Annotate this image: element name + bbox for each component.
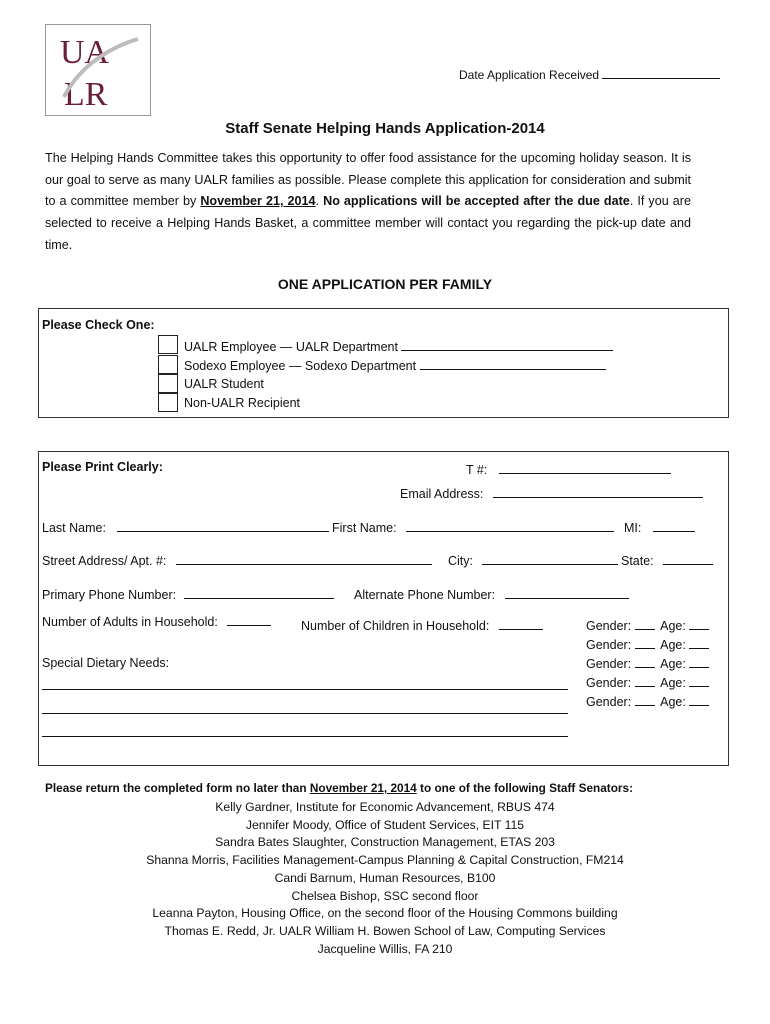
gender-field[interactable]: [635, 617, 655, 630]
mi-row: MI:: [624, 519, 695, 535]
date-received-field[interactable]: [602, 66, 720, 79]
t-number-row: T #:: [466, 461, 671, 477]
age-field[interactable]: [689, 636, 709, 649]
sodexo-employee-option: Sodexo Employee — Sodexo Department: [184, 357, 606, 373]
age-field[interactable]: [689, 655, 709, 668]
email-row: Email Address:: [400, 485, 703, 501]
child-5-gender-age: Gender: Age:: [586, 693, 709, 709]
senator-item: Sandra Bates Slaughter, Construction Management, ETAS 203: [215, 835, 555, 850]
senator-list: [0, 799, 770, 958]
svg-text:UA: UA: [60, 34, 110, 71]
non-ualr-recipient-option: Non-UALR Recipient: [184, 396, 301, 410]
print-clearly-label: Please Print Clearly:: [42, 460, 163, 474]
ualr-student-option: UALR Student: [184, 377, 264, 391]
email-field[interactable]: [493, 485, 703, 498]
children-count-field[interactable]: [499, 617, 543, 630]
ualr-logo-mark: [46, 25, 150, 115]
last-name-row: Last Name:: [42, 519, 329, 535]
street-address-field[interactable]: [176, 552, 432, 565]
children-row: Number of Children in Household:: [301, 617, 543, 633]
city-field[interactable]: [482, 552, 618, 565]
senator-item: Candi Barnum, Human Resources, B100: [274, 870, 496, 885]
age-field[interactable]: [689, 693, 709, 706]
child-4-gender-age: Gender: Age:: [586, 674, 709, 690]
city-row: City:: [448, 552, 618, 568]
dietary-line-1[interactable]: [42, 689, 568, 690]
ualr-employee-option: UALR Employee — UALR Department: [184, 338, 613, 354]
adults-row: Number of Adults in Household:: [42, 613, 271, 629]
last-name-field[interactable]: [117, 519, 329, 532]
gender-field[interactable]: [635, 636, 655, 649]
due-date: November 21, 2014: [200, 194, 316, 209]
age-field[interactable]: [689, 674, 709, 687]
senator-item: Jacqueline Willis, FA 210: [317, 941, 453, 956]
intro-paragraph: The Helping Hands Committee takes this opportunity to offer food assistance for the upcoming holiday season. It is our goal to serve as many UALR families as possible. Please complete this application for consideration and submit to a committee member by November 21, 2014. No applications will be accepted after the due date. If you are selected to receive a Helping Hands Basket, a committee member will contact you regarding the pick-up date and time.: [45, 151, 691, 252]
senator-item: Shanna Morris, Facilities Management-Campus Planning & Capital Construction, FM214: [146, 853, 624, 868]
svg-text:LR: LR: [64, 76, 108, 113]
child-1-gender-age: Gender: Age:: [586, 617, 709, 633]
t-number-field[interactable]: [499, 461, 671, 474]
dietary-label: Special Dietary Needs:: [42, 656, 170, 670]
senator-item: Chelsea Bishop, SSC second floor: [291, 888, 479, 903]
no-applications-notice: No applications will be accepted after the due date: [319, 194, 630, 209]
gender-field[interactable]: [635, 693, 655, 706]
one-application-heading: ONE APPLICATION PER FAMILY: [277, 276, 493, 292]
ualr-student-checkbox[interactable]: [158, 374, 178, 393]
sodexo-department-field[interactable]: [420, 357, 606, 370]
mi-field[interactable]: [653, 519, 695, 532]
senator-item: Kelly Gardner, Institute for Economic Advancement, RBUS 474: [215, 800, 555, 814]
child-2-gender-age: Gender: Age:: [586, 636, 709, 652]
dietary-line-2[interactable]: [42, 713, 568, 714]
adults-count-field[interactable]: [227, 613, 271, 626]
dietary-line-3[interactable]: [42, 736, 568, 737]
date-received: [459, 66, 720, 82]
return-instructions: Please return the completed form no later than November 21, 2014 to one of the following Staff Senators:: [45, 781, 634, 795]
child-3-gender-age: Gender: Age:: [586, 655, 709, 671]
senator-item: Jennifer Moody, Office of Student Services, EIT 115: [245, 817, 525, 832]
alt-phone-row: Alternate Phone Number:: [354, 586, 629, 602]
date-received-label: Date Application Received: [459, 68, 600, 82]
street-row: Street Address/ Apt. #:: [42, 552, 432, 568]
ualr-department-field[interactable]: [401, 338, 613, 351]
non-ualr-recipient-checkbox[interactable]: [158, 393, 178, 412]
first-name-field[interactable]: [406, 519, 614, 532]
age-field[interactable]: [689, 617, 709, 630]
ualr-logo: [45, 24, 151, 116]
check-one-label: Please Check One:: [42, 318, 155, 332]
sodexo-employee-checkbox[interactable]: [158, 355, 178, 374]
primary-phone-field[interactable]: [184, 586, 334, 599]
senator-item: Thomas E. Redd, Jr. UALR William H. Bowen School of Law, Computing Services: [164, 923, 606, 938]
state-row: State:: [621, 552, 713, 568]
senator-item: Leanna Payton, Housing Office, on the second floor of the Housing Commons building: [152, 906, 618, 921]
alternate-phone-field[interactable]: [505, 586, 629, 599]
ualr-employee-checkbox[interactable]: [158, 335, 178, 354]
return-due-date: November 21, 2014: [309, 781, 417, 795]
gender-field[interactable]: [635, 674, 655, 687]
primary-phone-row: Primary Phone Number:: [42, 586, 334, 602]
first-name-row: First Name:: [332, 519, 614, 535]
gender-field[interactable]: [635, 655, 655, 668]
state-field[interactable]: [663, 552, 713, 565]
page-title: Staff Senate Helping Hands Application-2014: [225, 120, 545, 137]
